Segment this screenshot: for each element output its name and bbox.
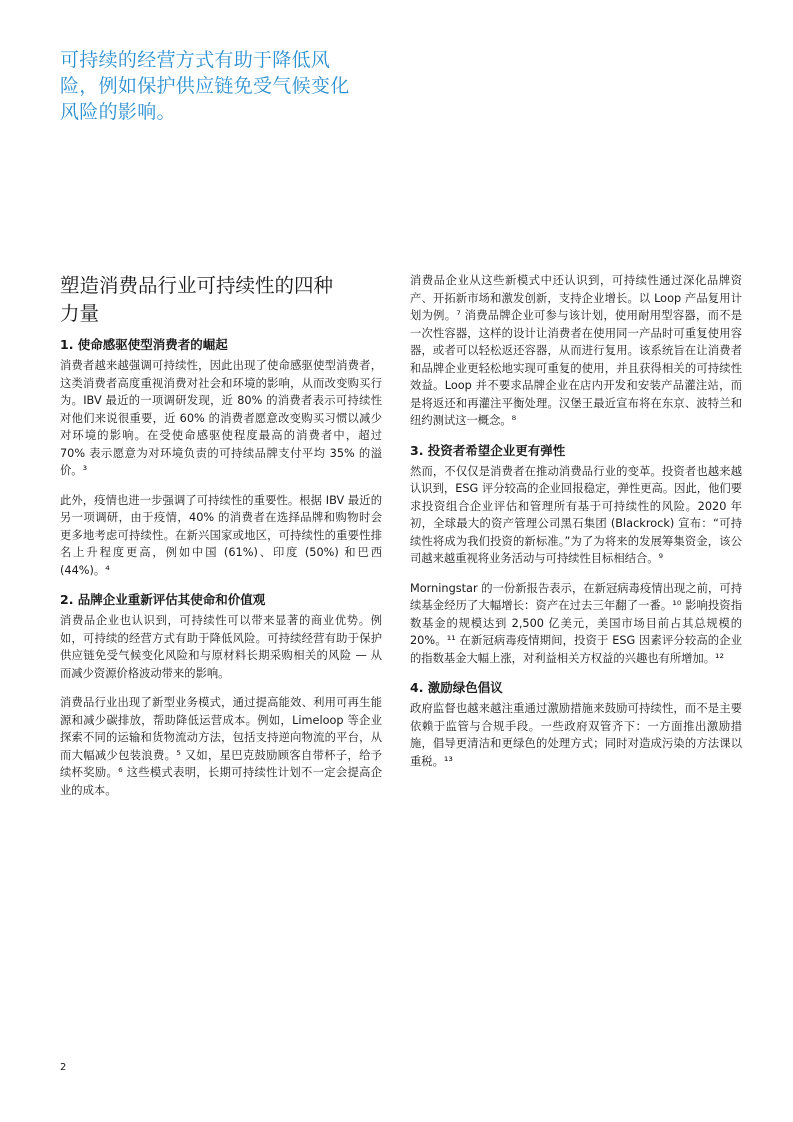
paragraph: 此外，疫情也进一步强调了可持续性的重要性。根据 IBV 最近的另一项调研，由于疫情，40% 的消费者在选择品牌和购物时会更多地考虑可持续性。在新兴国家或地区，可持续性的重要性排名上升程度更高，例如中国 (61%)、印度 (50%) 和巴西 (44%)。⁴ (60, 493, 382, 577)
heading-brands: 2. 品牌企业重新评估其使命和价值观 (60, 592, 266, 607)
heading-green-initiatives: 4. 激励绿色倡议 (410, 680, 503, 695)
heading-investors: 3. 投资者希望企业更有弹性 (410, 442, 566, 458)
section-title-line: 塑造消费品行业可持续性的四种 (60, 274, 334, 297)
pull-quote-line: 险，例如保护供应链免受气候变化 (60, 75, 350, 97)
pull-quote-line: 风险的影响。 (60, 101, 176, 123)
section-title (60, 272, 382, 328)
paragraph: 政府监督也越来越注重通过激励措施来鼓励可持续性，而不是主要依赖于监管与合规手段。一些政府双管齐下：一方面推出激励措施，倡导更清洁和更绿色的处理方式；同时对造成污染的方法课以重税。¹³ (410, 702, 742, 768)
paragraph: 消费者越来越强调可持续性，因此出现了使命感驱使型消费者，这类消费者高度重视消费对社会和环境的影响，从而改变购买行为。IBV 最近的一项调研发现，近 80% 的消费者表示可持续性对他们来说很重要，近 60% 的消费者愿意改变购买习惯以减少对环境的影响。在受使命感驱使程度最高的消费者中，超过 70% 表示愿意为对环境负责的可持续品牌支付平均 35% 的溢价。³ (60, 359, 382, 477)
heading-consumers: 1. 使命感驱使型消费者的崛起 (60, 337, 228, 352)
paragraph: 消费品行业出现了新型业务模式，通过提高能效、利用可再生能源和减少碳排放，帮助降低运营成本。例如，Limeloop 等企业探索不同的运输和货物流动方法，包括支持逆向物流的平台，从而大幅减少包装浪费。⁵ 又如，星巴克鼓励顾客自带杯子，给予续杯奖励。⁶ 这些模式表明，长期可持续性计划不一定会提高企业的成本。 (60, 696, 382, 797)
paragraph: 消费品企业从这些新模式中还认识到，可持续性通过深化品牌资产、开拓新市场和激发创新，支持企业增长。以 Loop 产品复用计划为例。⁷ 消费品牌企业可参与该计划，使用耐用型容器，而不是一次性容器，这样的设计让消费者在使用同一产品时可重复使用容器，或者可以轻松返还容器，从而进行复用。该系统旨在让消费者和品牌企业更轻松地实现可重复的使用，并且获得相关的可持续性效益。Loop 并不要求品牌企业在店内开发和安装产品灌注站，而是将返还和再灌注平衡处理。汉堡王最近宣布将在东京、波特兰和纽约测试这一概念。⁸ (410, 274, 742, 427)
paragraph: 然而，不仅仅是消费者在推动消费品行业的变革。投资者也越来越认识到，ESG 评分较高的企业回报稳定，弹性更高。因此，他们要求投资组合企业评估和管理所有基于可持续性的风险。2020 年初，全球最大的资产管理公司黑石集团 (Blackrock) 宣布：“可持续性将成为我们投资的新标准。”为了为将来的发展筹集资金，该公司越来越重视将业务活动与可持续性目标相结合。⁹ (410, 464, 742, 565)
section-title-line: 力量 (60, 302, 100, 325)
page-number: 2 (60, 1062, 67, 1073)
pull-quote-line: 可持续的经营方式有助于降低风 (60, 49, 331, 71)
pull-quote (60, 47, 390, 125)
left-column (60, 272, 382, 799)
paragraph: 消费品企业也认识到，可持续性可以带来显著的商业优势。例如，可持续的经营方式有助于降低风险。可持续经营有助于保护供应链免受气候变化风险和与原材料长期采购相关的风险 — 从而减少资源价格波动带来的影响。 (60, 614, 382, 680)
paragraph: Morningstar 的一份新报告表示，在新冠病毒疫情出现之前，可持续基金经历了大幅增长：资产在过去三年翻了一番。¹⁰ 影响投资指数基金的规模达到 2,500 亿美元，美国市场目前占其总规模的 20%。¹¹ 在新冠病毒疫情期间，投资于 ESG 因素评分较高的企业的指数基金大幅上涨，对利益相关方权益的兴趣也有所增加。¹² (410, 581, 742, 665)
right-column (410, 272, 742, 770)
